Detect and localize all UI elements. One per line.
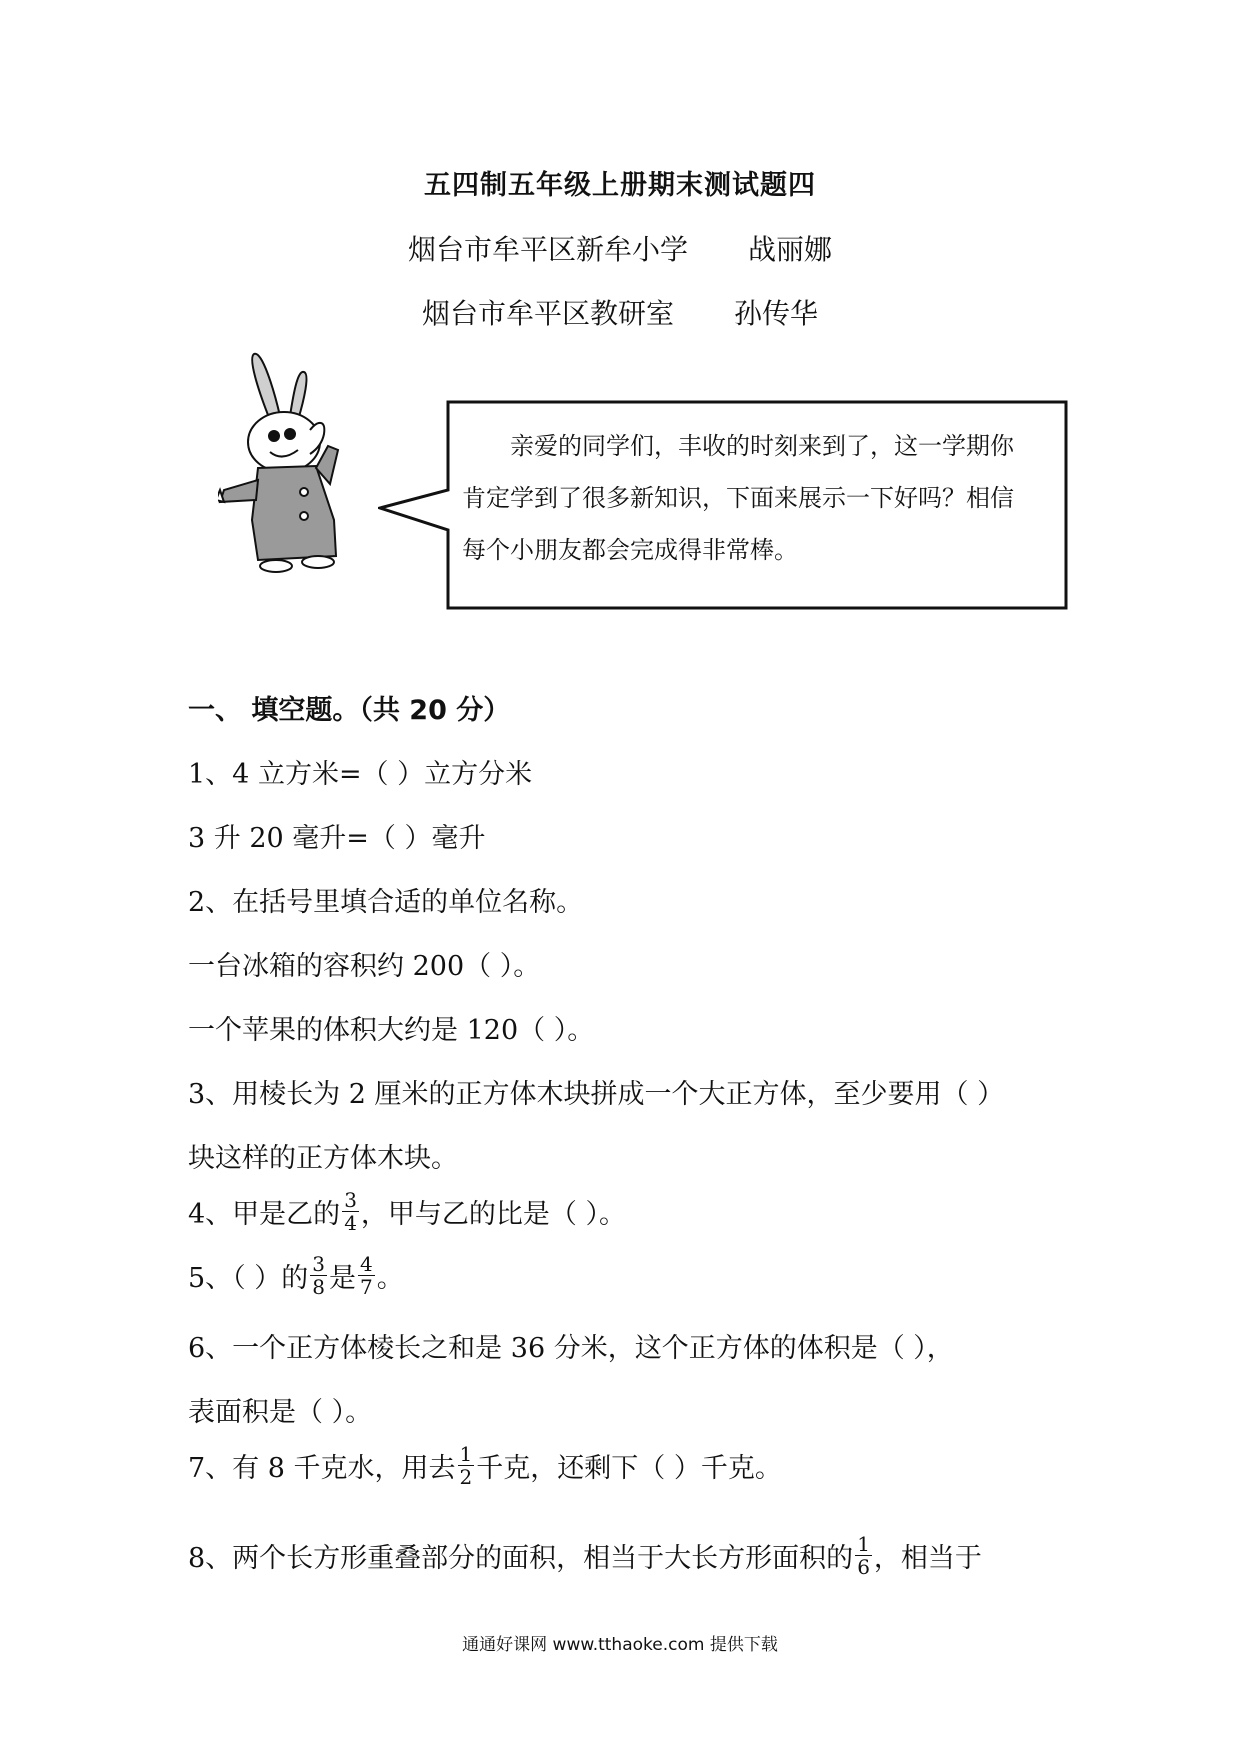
author-school: 烟台市牟平区教研室 xyxy=(421,297,674,330)
fraction-denominator: 7 xyxy=(360,1275,373,1299)
q4-text-pre: 4、甲是乙的 xyxy=(188,1199,341,1230)
fraction-denominator: 4 xyxy=(344,1211,357,1235)
fraction-numerator: 1 xyxy=(459,1442,473,1466)
question-6b: 表面积是（ ）。 xyxy=(188,1397,373,1428)
question-3a: 3、用棱长为 2 厘米的正方体木块拼成一个大正方体，至少要用（ ） xyxy=(188,1079,1005,1110)
intro-line: 肯定学到了很多新知识，下面来展示一下好吗？相信 xyxy=(462,484,1014,512)
question-2: 2、在括号里填合适的单位名称。 xyxy=(188,887,584,918)
fraction xyxy=(342,1189,359,1234)
question-2b: 一个苹果的体积大约是 120（ ）。 xyxy=(188,1015,595,1046)
section-heading: 一、 填空题。（共 20 分） xyxy=(188,695,511,726)
fraction-numerator: 1 xyxy=(857,1532,870,1556)
fraction xyxy=(458,1443,475,1488)
q8-text-post: ，相当于 xyxy=(873,1543,982,1574)
question-6a: 6、一个正方体棱长之和是 36 分米，这个正方体的体积是（ ）， xyxy=(188,1333,954,1364)
author-line-1 xyxy=(0,228,1240,268)
question-1a: 1、4 立方米=（ ）立方分米 xyxy=(188,759,533,790)
question-8 xyxy=(188,1532,982,1582)
page-title: 五四制五年级上册期末测试题四 xyxy=(424,170,816,201)
author-line-2 xyxy=(0,292,1240,332)
q5-text-mid: 是 xyxy=(329,1263,356,1294)
q5-text-post: 。 xyxy=(376,1263,404,1294)
question-4 xyxy=(188,1188,627,1238)
question-3b: 块这样的正方体木块。 xyxy=(188,1143,458,1174)
q8-text-pre: 8、两个长方形重叠部分的面积，相当于大长方形面积的 xyxy=(188,1543,854,1574)
intro-line: 亲爱的同学们，丰收的时刻来到了，这一学期你 xyxy=(510,432,1014,460)
fraction-numerator: 3 xyxy=(344,1188,357,1212)
fraction xyxy=(855,1533,872,1578)
fraction-denominator: 2 xyxy=(459,1465,473,1489)
q7-text-pre: 7、有 8 千克水，用去 xyxy=(188,1453,456,1484)
author-school: 烟台市牟平区新牟小学 xyxy=(407,233,688,266)
question-1b: 3 升 20 毫升=（ ）毫升 xyxy=(188,823,486,854)
q5-text-pre: 5、（ ）的 xyxy=(188,1263,309,1294)
q4-text-post: ，甲与乙的比是（ ）。 xyxy=(360,1199,627,1230)
fraction-denominator: 8 xyxy=(312,1275,325,1299)
intro-message xyxy=(462,420,1054,576)
author-name: 战丽娜 xyxy=(748,233,833,266)
fraction xyxy=(310,1253,327,1298)
fraction xyxy=(358,1253,375,1298)
author-name: 孙传华 xyxy=(734,297,819,330)
q7-text-post: 千克，还剩下（ ）千克。 xyxy=(476,1453,782,1484)
rabbit-mascot-illustration xyxy=(218,350,368,595)
question-2a: 一台冰箱的容积约 200（ ）。 xyxy=(188,951,541,982)
fraction-denominator: 6 xyxy=(857,1555,870,1579)
fraction-numerator: 4 xyxy=(360,1252,373,1276)
intro-line: 每个小朋友都会完成得非常棒。 xyxy=(462,536,798,564)
footer-download-credit: 通通好课网 www.tthaoke.com 提供下载 xyxy=(462,1635,778,1655)
fraction-numerator: 3 xyxy=(312,1252,325,1276)
question-7 xyxy=(188,1442,782,1492)
question-5 xyxy=(188,1252,404,1302)
